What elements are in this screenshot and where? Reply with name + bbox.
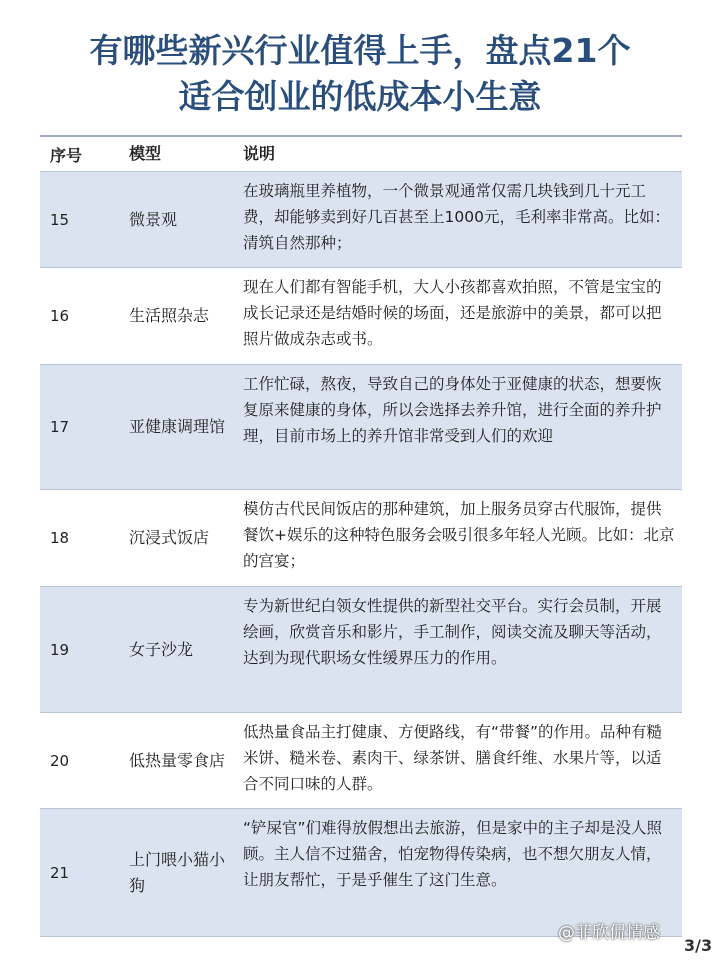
title-line-1: 有哪些新兴行业值得上手，盘点21个 <box>89 31 631 70</box>
row-number: 18 <box>50 529 70 547</box>
table-row <box>40 365 682 490</box>
table-row <box>40 490 682 587</box>
header-number: 序号 <box>50 145 83 165</box>
row-number: 19 <box>50 640 70 659</box>
row-model: 亚健康调理馆 <box>129 417 226 436</box>
row-number: 17 <box>50 418 70 436</box>
header-description: 说明 <box>243 144 276 163</box>
table-row <box>40 268 682 365</box>
row-number: 20 <box>50 751 70 770</box>
row-description: 低热量食品主打健康、方便路线，有“带餐”的作用。品种有糙米饼、糙米卷、素肉干、绿茶饼、膳食纤维、水果片等，以适合不同口味的人群。 <box>243 723 663 793</box>
row-model: 女子沙龙 <box>129 639 194 659</box>
row-description: “铲屎官”们难得放假想出去旅游，但是家中的主子却是没人照顾。主人信不过猫舍，怕宠物得传染病，也不想欠朋友人情，让朋友帮忙，于是乎催生了这门生意。 <box>243 819 663 889</box>
row-number: 21 <box>50 863 70 882</box>
row-description: 工作忙碌，熬夜，导致自己的身体处于亚健康的状态，想要恢复原来健康的身体，所以会选择去养升馆，进行全面的养升护理，目前市场上的养升馆非常受到人们的欢迎 <box>243 375 662 445</box>
table-row <box>40 172 682 268</box>
table-row <box>40 713 682 809</box>
row-model: 微景观 <box>129 209 178 229</box>
watermark: @菲欣侃情感 <box>558 923 660 943</box>
row-description: 在玻璃瓶里养植物，一个微景观通常仅需几块钱到几十元工费，却能够卖到好几百甚至上1000元，毛利率非常高。比如：清筑自然那种； <box>243 182 670 252</box>
row-model: 沉浸式饭店 <box>129 528 210 547</box>
page-title <box>0 28 720 120</box>
row-model: 生活照杂志 <box>129 306 210 325</box>
page-number: 3/3 <box>684 936 713 955</box>
header-model: 模型 <box>129 144 162 163</box>
row-description: 专为新世纪白领女性提供的新型社交平台。实行会员制，开展绘画，欣赏音乐和影片，手工制作，阅读交流及聊天等活动，达到为现代职场女性缓界压力的作用。 <box>243 597 662 667</box>
row-number: 16 <box>50 307 70 325</box>
title-line-2: 适合创业的低成本小生意 <box>178 77 542 116</box>
table-header <box>40 137 682 172</box>
row-number: 15 <box>50 210 70 229</box>
row-description: 模仿古代民间饭店的那种建筑，加上服务员穿古代服饰，提供餐饮+娱乐的这种特色服务会吸引很多年轻人光顾。比如：北京的宫宴； <box>243 500 675 570</box>
row-model: 上门喂小猫小狗 <box>129 849 226 895</box>
row-description: 现在人们都有智能手机，大人小孩都喜欢拍照，不管是宝宝的成长记录还是结婚时候的场面，还是旅游中的美景，都可以把照片做成杂志或书。 <box>243 278 662 348</box>
business-table <box>40 135 682 937</box>
table-row <box>40 587 682 713</box>
row-model: 低热量零食店 <box>129 750 226 770</box>
